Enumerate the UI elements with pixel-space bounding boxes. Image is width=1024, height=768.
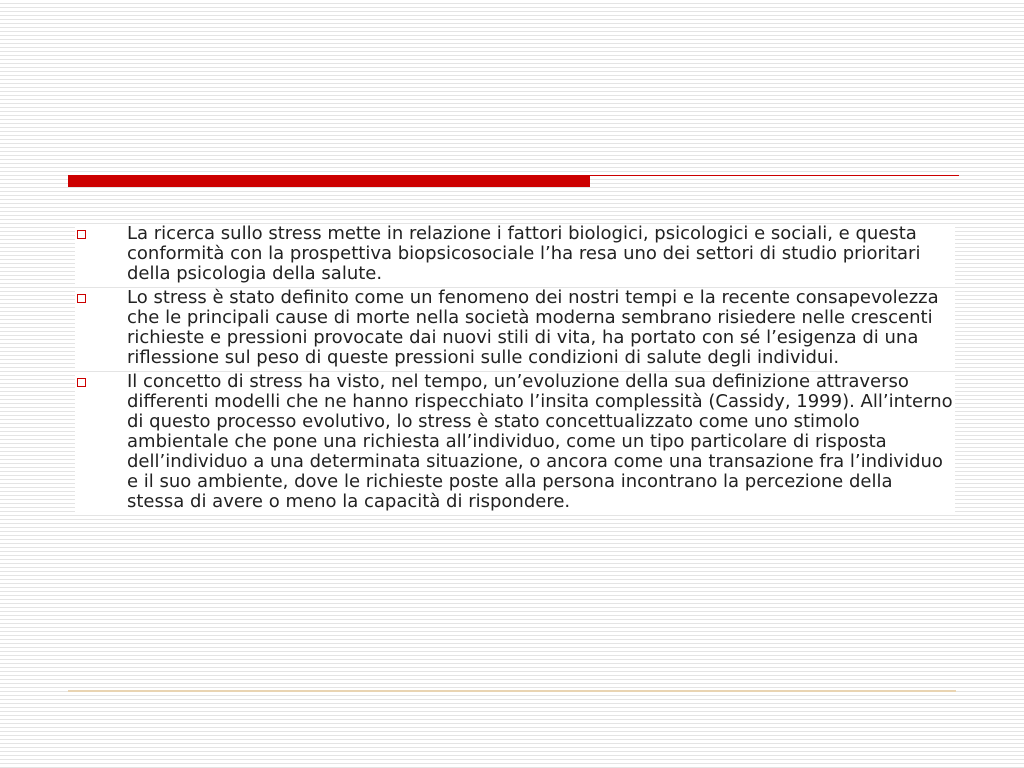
- bullet-text: Lo stress è stato definito come un fenomeno dei nostri tempi e la recente consapevolezza che le principali cause di morte nella società moderna sembrano risiedere nelle crescenti richieste e pressioni provocate dai nuovi stili di vita, ha portato con sé l’esigenza di una riflessione sul peso di queste pressioni sulle condizioni di salute degli individui.: [127, 287, 939, 368]
- bullet-list: [75, 224, 955, 516]
- bullet-text: Il concetto di stress ha visto, nel tempo, un’evoluzione della sua definizione attraverso differenti modelli che ne hanno rispecchiato l’insita complessità (Cassidy, 1999). All’interno di questo processo evolutivo, lo stress è stato concettualizzato come uno stimolo ambientale che pone una richiesta all’individuo, come un tipo particolare di risposta dell’individuo a una determinata situazione, o ancora come una transazione fra l’individuo e il suo ambiente, dove le richieste poste alla persona incontrano la percezione della stessa di avere o meno la capacità di rispondere.: [127, 371, 953, 512]
- bullet-item: [75, 372, 955, 512]
- square-bullet-icon: [77, 294, 86, 303]
- bullet-item: [75, 224, 955, 284]
- bullet-item: [75, 288, 955, 368]
- title-accent-bar: [68, 175, 590, 187]
- bullet-text: La ricerca sullo stress mette in relazione i fattori biologici, psicologici e sociali, e questa conformità con la prospettiva biopsicosociale l’ha resa uno dei settori di studio prioritari della psicologia della salute.: [127, 223, 921, 284]
- square-bullet-icon: [77, 378, 86, 387]
- footer-divider-line: [68, 690, 956, 692]
- square-bullet-icon: [77, 230, 86, 239]
